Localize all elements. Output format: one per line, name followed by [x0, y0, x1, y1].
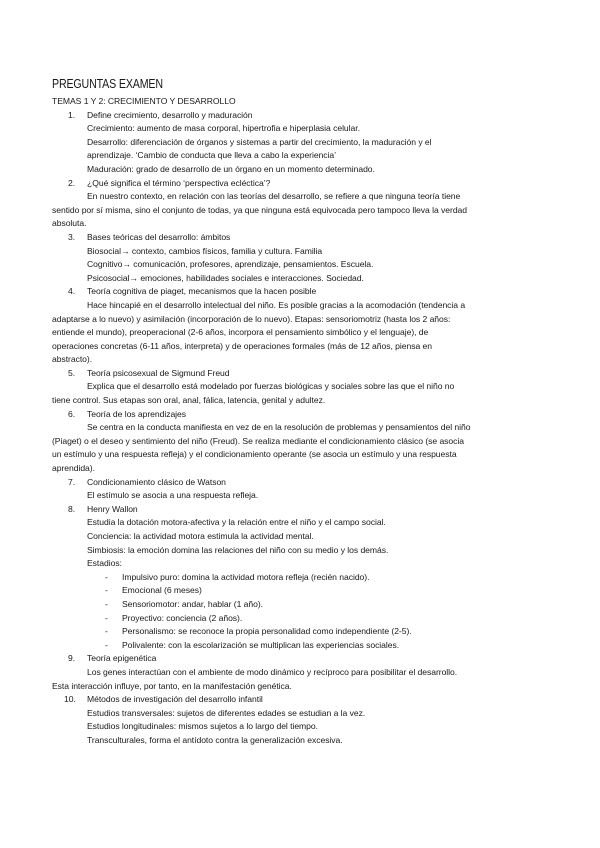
bullet-marker: - — [105, 626, 108, 637]
answer-text: adaptarse a lo nuevo) y asimilación (incorporación de lo nuevo). Etapas: sensoriomotriz (hasta los 2 años: — [52, 313, 451, 324]
answer-text: Proyectivo: conciencia (2 años). — [122, 612, 243, 623]
answer-line — [52, 149, 552, 163]
answer-line — [52, 516, 552, 530]
answer-text: Simbiosis: la emoción domina las relaciones del niño con su medio y los demás. — [87, 544, 389, 555]
answer-text: Estudios transversales: sujetos de diferentes edades se estudian a la vez. — [87, 707, 366, 718]
question-number: 5. — [68, 367, 76, 378]
answer-line — [52, 489, 552, 503]
answer-line — [52, 136, 552, 150]
answer-text: Polivalente: con la escolarización se multiplican las experiencias sociales. — [122, 639, 400, 650]
question-number: 6. — [68, 408, 76, 419]
answer-line — [52, 245, 552, 259]
answer-text: Estudios longitudinales: mismos sujetos a lo largo del tiempo. — [87, 721, 318, 732]
answer-text: Personalismo: se reconoce la propia personalidad como independiente (2-5). — [122, 626, 412, 637]
question-title — [52, 231, 552, 245]
question-title — [52, 367, 552, 381]
answer-line — [52, 353, 552, 367]
answer-line — [52, 272, 552, 286]
question-title-text: Condicionamiento clásico de Watson — [87, 476, 226, 487]
answer-line — [52, 666, 552, 680]
answer-line — [52, 720, 552, 734]
answer-line — [52, 380, 552, 394]
answer-line — [52, 707, 552, 721]
bullet-item — [52, 598, 552, 612]
answer-text: entiende el mundo), preoperacional (2-6 años, incorpora el pensamiento simbólico y el lenguaje), de — [52, 327, 429, 338]
answer-text: Impulsivo puro: domina la actividad motora refleja (recién nacido). — [122, 571, 370, 582]
bullet-marker: - — [105, 639, 108, 650]
answer-line — [52, 421, 552, 435]
question-title — [52, 652, 552, 666]
question-title — [52, 503, 552, 517]
answer-line — [52, 557, 552, 571]
question-number: 2. — [68, 177, 76, 188]
question-title — [52, 177, 552, 191]
answer-line — [52, 122, 552, 136]
question-title-text: Teoría de los aprendizajes — [87, 408, 187, 419]
question-title — [52, 476, 552, 490]
answer-text: Hace hincapié en el desarrollo intelectual del niño. Es posible gracias a la acomodación (tendencia a — [87, 299, 466, 310]
answer-text: Sensoriomotor: andar, hablar (1 año). — [122, 598, 263, 609]
question-title-text: Henry Wallon — [87, 503, 138, 514]
answer-text: Conciencia: la actividad motora estimula la actividad mental. — [87, 531, 314, 541]
bullet-marker: - — [105, 598, 108, 609]
question-number: 8. — [68, 503, 76, 514]
answer-text: Emocional (6 meses) — [122, 585, 202, 596]
question-title — [52, 693, 552, 707]
question-number: 3. — [68, 231, 76, 242]
question-number: 4. — [68, 286, 76, 297]
question-title — [52, 109, 552, 123]
question-title-text: Métodos de investigación del desarrollo infantil — [87, 694, 263, 705]
answer-text: operaciones concretas (6-11 años, interpreta) y de operaciones formales (más de 12 años, piensa en — [52, 340, 432, 351]
answer-text: Crecimiento: aumento de masa corporal, hipertrofia e hiperplasia celular. — [87, 123, 360, 134]
question-title-text: Bases teóricas del desarrollo: ámbitos — [87, 231, 231, 242]
bullet-marker: - — [105, 585, 108, 596]
answer-text: Esta interacción influye, por tanto, en la manifestación genética. — [52, 680, 292, 691]
answer-line — [52, 299, 552, 313]
answer-line — [52, 258, 552, 272]
question-number: 7. — [68, 476, 76, 487]
bullet-item — [52, 639, 552, 653]
answer-line — [52, 394, 552, 408]
answer-text: (Piaget) o el deseo y sentimiento del niño (Freud). Se realiza mediante el condicionamiento clásico (se asocia — [52, 435, 464, 446]
answer-text: Desarrollo: diferenciación de órganos y sistemas a partir del crecimiento, la maduración y el — [87, 136, 432, 147]
answer-line — [52, 340, 552, 354]
question-number: 9. — [68, 653, 76, 664]
answer-line — [52, 530, 552, 544]
answer-line — [52, 448, 552, 462]
answer-text: sentido por sí misma, sino el conjunto de todas, ya que ninguna está equivocada pero tampoco lleva la verdad — [52, 204, 468, 215]
section-heading: TEMAS 1 Y 2: CRECIMIENTO Y DESARROLLO — [52, 96, 236, 106]
answer-text: El estímulo se asocia a una respuesta refleja. — [87, 490, 259, 501]
document-page — [52, 75, 552, 748]
question-list — [52, 109, 552, 748]
bullet-item — [52, 571, 552, 585]
question-title-text: Teoría cognitiva de piaget, mecanismos que la hacen posible — [87, 286, 317, 297]
answer-line — [52, 680, 552, 694]
answer-line — [52, 544, 552, 558]
answer-line — [52, 326, 552, 340]
bullet-item — [52, 584, 552, 598]
answer-text: Estadios: — [87, 558, 122, 569]
answer-text: Transculturales, forma el antídoto contra la generalización excesiva. — [87, 734, 343, 745]
answer-text: aprendizaje. ‘Cambio de conducta que lleva a cabo la experiencia’ — [87, 150, 336, 161]
bullet-marker: - — [105, 612, 108, 623]
answer-line — [52, 313, 552, 327]
question-title-text: ¿Qué significa el término ‘perspectiva ecléctica’? — [87, 177, 271, 188]
answer-line — [52, 435, 552, 449]
bullet-item — [52, 625, 552, 639]
answer-text: Psicosocial→ emociones, habilidades sociales e interacciones. Sociedad. — [87, 272, 364, 283]
answer-text: En nuestro contexto, en relación con las teorías del desarrollo, se refiere a que ninguna teoría tiene — [87, 191, 461, 202]
answer-text: Biosocial→ contexto, cambios físicos, familia y cultura. Familia — [87, 245, 323, 256]
answer-text: tiene control. Sus etapas son oral, anal, fálica, latencia, genital y adultez. — [52, 395, 326, 406]
answer-line — [52, 163, 552, 177]
answer-line — [52, 462, 552, 476]
answer-line — [52, 217, 552, 231]
answer-text: Se centra en la conducta manifiesta en vez de en la resolución de problemas y pensamientos del niño — [87, 422, 471, 433]
question-title-text: Teoría epigenética — [87, 653, 157, 664]
bullet-marker: - — [105, 571, 108, 582]
document-title: PREGUNTAS EXAMEN — [52, 76, 163, 91]
answer-text: Explica que el desarrollo está modelado por fuerzas biológicas y sociales sobre las que el niño no — [87, 381, 455, 392]
answer-text: Estudia la dotación motora-afectiva y la relación entre el niño y el campo social. — [87, 517, 386, 528]
answer-text: Maduración: grado de desarrollo de un órgano en un momento determinado. — [87, 163, 375, 174]
question-number: 1. — [68, 109, 76, 120]
answer-text: abstracto). — [52, 354, 93, 365]
answer-line — [52, 204, 552, 218]
question-title — [52, 285, 552, 299]
question-title-text: Teoría psicosexual de Sigmund Freud — [87, 367, 230, 378]
answer-text: Cognitivo→ comunicación, profesores, aprendizaje, pensamientos. Escuela. — [87, 259, 374, 270]
answer-text: aprendida). — [52, 463, 95, 474]
answer-line — [52, 190, 552, 204]
answer-text: absoluta. — [52, 218, 87, 229]
answer-line — [52, 734, 552, 748]
question-title — [52, 408, 552, 422]
question-number: 10. — [64, 694, 76, 705]
question-title-text: Define crecimiento, desarrollo y maduración — [87, 109, 253, 120]
bullet-item — [52, 612, 552, 626]
answer-text: Los genes interactúan con el ambiente de modo dinámico y recíproco para posibilitar el desarrollo. — [87, 666, 458, 677]
answer-text: un estímulo y una respuesta refleja) y el condicionamiento operante (se asocia un estímulo y una respuesta — [52, 449, 457, 460]
